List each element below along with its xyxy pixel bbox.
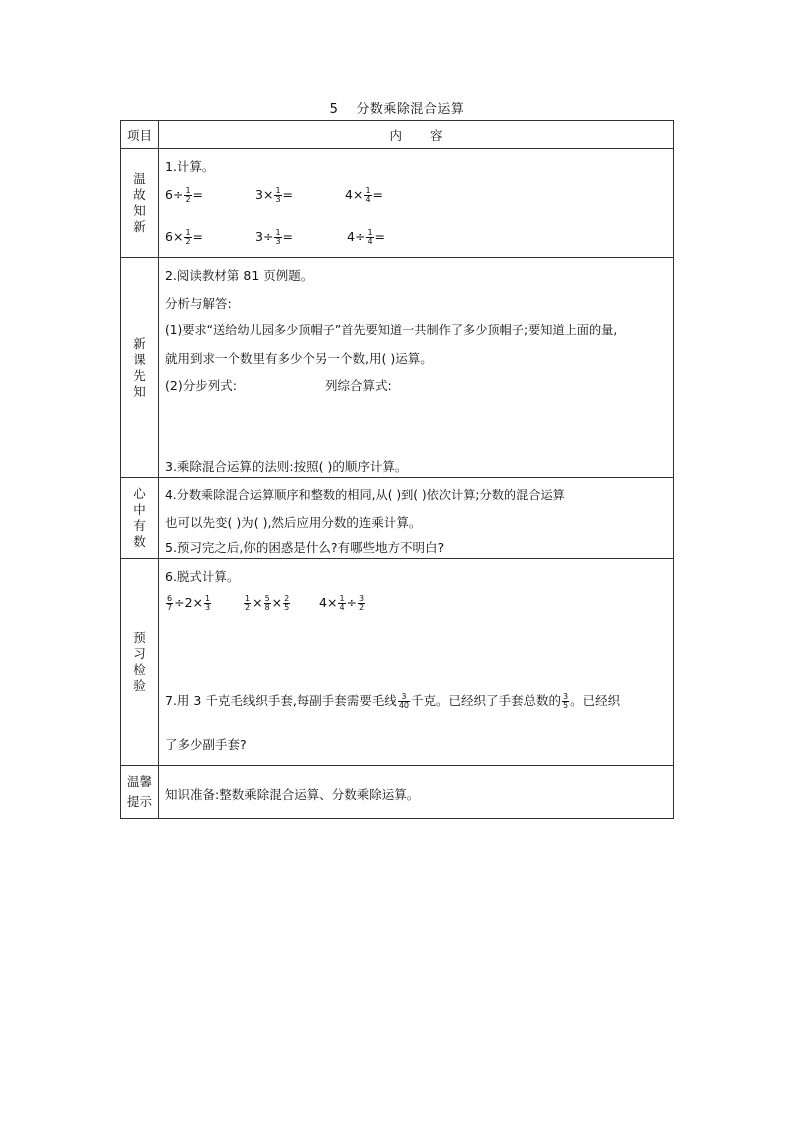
preview-label: 新 课 先 知 xyxy=(121,258,159,478)
header-content xyxy=(159,121,674,149)
question-4-line-a: 4.分数乘除混合运算顺序和整数的相同,从( )到( )依次计算;分数的混合运算 xyxy=(165,488,565,502)
question-5: 5.预习完之后,你的困惑是什么?有哪些地方不明白? xyxy=(165,540,445,555)
mind-label: 心 中 有 数 xyxy=(121,478,159,559)
check-label: 预 习 检 验 xyxy=(121,559,159,766)
title-text: 分数乘除混合运算 xyxy=(356,102,465,117)
header-content-a: 内 xyxy=(389,127,402,143)
header-content-b: 容 xyxy=(430,127,443,143)
review-row xyxy=(121,149,674,258)
tips-label: 温馨 提示 xyxy=(121,766,159,819)
check-content xyxy=(159,559,674,766)
expr-2: $\frac{1}{2}$ × $\frac{5}{8}$ × $\frac{2}{5}$ xyxy=(245,594,290,612)
mind-row xyxy=(121,478,674,559)
check-row xyxy=(121,559,674,766)
calc-5: 3÷ $\frac{1}{3}$ = xyxy=(255,228,294,246)
question-3: 3.乘除混合运算的法则:按照( )的顺序计算。 xyxy=(165,459,408,474)
calc-1: 6÷ $\frac{1}{2}$ = xyxy=(165,186,204,204)
review-label: 温 故 知 新 xyxy=(121,149,159,258)
part-1-line-a: (1)要求“送给幼儿园多少顶帽子”首先要知道一共制作了多少顶帽子;要知道上面的量, xyxy=(165,323,618,337)
tips-row xyxy=(121,766,674,819)
preview-content xyxy=(159,258,674,478)
question-4-line-b: 也可以先变( )为( ),然后应用分数的连乘计算。 xyxy=(165,515,422,530)
title-number: 5 xyxy=(329,102,339,117)
part-2-combined: 列综合算式: xyxy=(325,378,392,393)
tips-text: 知识准备:整数乘除混合运算、分数乘除运算。 xyxy=(165,787,420,802)
review-content xyxy=(159,149,674,258)
expr-3: 4× $\frac{1}{4}$ ÷ $\frac{3}{2}$ xyxy=(319,594,365,612)
question-6: 6.脱式计算。 xyxy=(165,569,240,584)
question-7-line-b: 了多少副手套? xyxy=(165,737,247,752)
question-7-line-a: 7.用 3 千克毛线织手套,每副手套需要毛线 $\frac{3}{40}$ 千克。已经织了手套总数的 $\frac{3}{5}$ 。已经织 xyxy=(165,692,621,710)
mind-content xyxy=(159,478,674,559)
lesson-table xyxy=(120,120,674,819)
part-2-step: (2)分步列式: xyxy=(165,378,237,393)
question-1: 1.计算。 xyxy=(165,159,215,174)
preview-row xyxy=(121,258,674,478)
calc-4: 6× $\frac{1}{2}$ = xyxy=(165,228,204,246)
page-title xyxy=(120,98,674,117)
expr-1: $\frac{6}{7}$ ÷2× $\frac{1}{3}$ xyxy=(167,594,211,612)
analysis-heading: 分析与解答: xyxy=(165,296,232,311)
table-header-row xyxy=(121,121,674,149)
calc-6: 4÷ $\frac{1}{4}$ = xyxy=(347,228,386,246)
calc-2: 3× $\frac{1}{3}$ = xyxy=(255,186,294,204)
part-1-line-b: 就用到求一个数里有多少个另一个数,用( )运算。 xyxy=(165,351,433,366)
question-2: 2.阅读教材第 81 页例题。 xyxy=(165,268,314,283)
header-item: 项目 xyxy=(121,121,159,149)
tips-content xyxy=(159,766,674,819)
calc-3: 4× $\frac{1}{4}$ = xyxy=(345,186,384,204)
